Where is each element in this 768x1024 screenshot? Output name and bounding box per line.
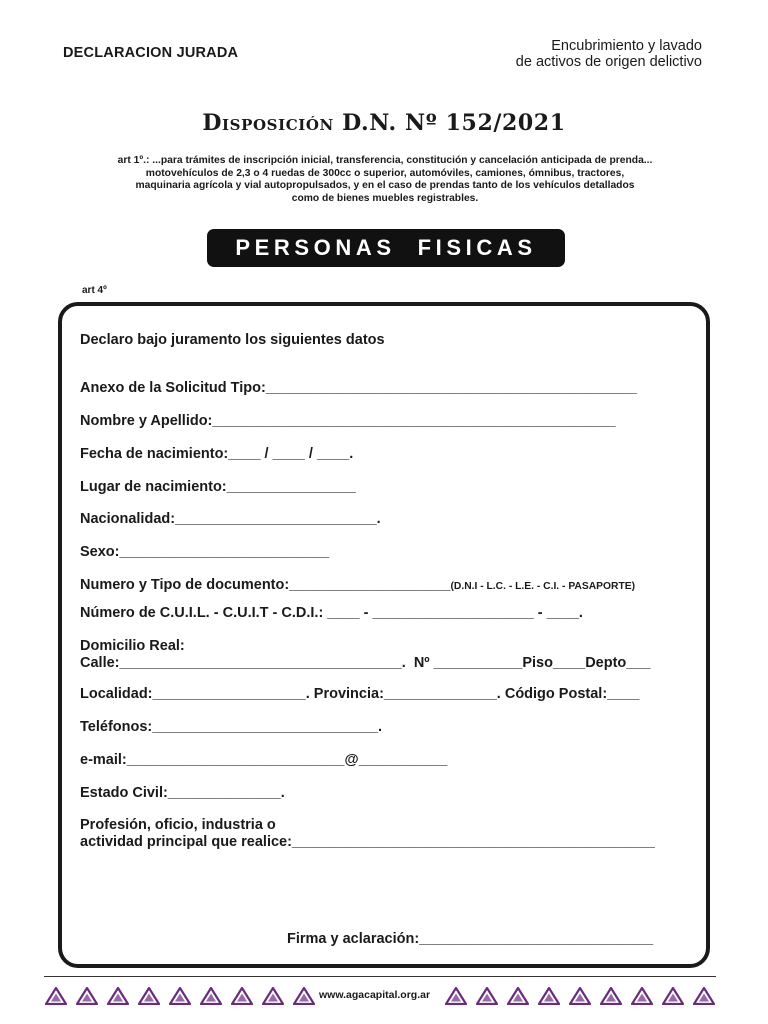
triangle-logo-icon	[662, 987, 684, 1005]
doc-subject-line2: de activos de origen delictivo	[515, 54, 702, 70]
triangle-logo-icon	[200, 987, 222, 1005]
doc-subject	[470, 38, 702, 70]
triangle-logo-icon	[476, 987, 498, 1005]
cuil-field[interactable]: Número de C.U.I.L. - C.U.I.T - C.D.I.: ____ - ____________________ - ____.	[80, 605, 583, 621]
triangle-logo-icon	[293, 987, 315, 1005]
article-line: art 1º.: ...para trámites de inscripción inicial, transferencia, constitución y cancelación anticipada de prenda...	[117, 155, 653, 166]
article-1-text	[80, 155, 690, 205]
section-banner	[207, 229, 565, 267]
triangle-logo-icon	[262, 987, 284, 1005]
profesion-label: Profesión, oficio, industria o	[80, 817, 276, 833]
banner-word: FISICAS	[417, 235, 537, 260]
documento-label: Numero y Tipo de documento:____________________	[80, 577, 451, 593]
triangle-logo-icon	[693, 987, 715, 1005]
calle-field[interactable]: Calle:___________________________________. Nº ___________Piso____Depto___	[80, 655, 651, 671]
triangle-logo-icon	[569, 987, 591, 1005]
article-4-label: art 4º	[82, 285, 107, 296]
triangle-logo-icon	[107, 987, 129, 1005]
doc-type-heading: DECLARACION JURADA	[63, 45, 239, 61]
estado-civil-field[interactable]: Estado Civil:______________.	[80, 785, 285, 801]
article-line: motovehículos de 2,3 o 4 ruedas de 300cc o superior, automóviles, camiones, ómnibus, tractores,	[145, 167, 625, 179]
localidad-field[interactable]: Localidad:___________________. Provincia:______________. Código Postal:____	[80, 686, 640, 702]
nacionalidad-field[interactable]: Nacionalidad:_________________________.	[80, 511, 381, 527]
firma-field[interactable]: Firma y aclaración:_____________________________	[287, 931, 654, 947]
triangle-logo-icon	[600, 987, 622, 1005]
sexo-field[interactable]: Sexo:__________________________	[80, 544, 330, 560]
footer-divider	[44, 976, 716, 977]
documento-note: (D.N.I - L.C. - L.E. - C.I. - PASAPORTE)	[450, 581, 636, 592]
footer-website[interactable]: www.agacapital.org.ar	[319, 989, 431, 1001]
triangle-logo-icon	[631, 987, 653, 1005]
profesion-field[interactable]: actividad principal que realice:_____________________________________________	[80, 834, 655, 850]
article-line: maquinaria agrícola y vial autopropulsados, y en el caso de prendas tanto de los vehículos detallados	[135, 180, 635, 192]
lugar-nacimiento-field[interactable]: Lugar de nacimiento:________________	[80, 479, 356, 495]
fecha-nacimiento-field[interactable]: Fecha de nacimiento:____ / ____ / ____.	[80, 446, 354, 462]
domicilio-label: Domicilio Real:	[80, 638, 185, 654]
form-box	[58, 302, 710, 968]
article-line: como de bienes muebles registrables.	[291, 192, 479, 204]
triangle-logo-icon	[538, 987, 560, 1005]
triangle-logo-icon	[45, 987, 67, 1005]
triangle-logo-icon	[445, 987, 467, 1005]
triangle-logo-icon	[169, 987, 191, 1005]
telefonos-field[interactable]: Teléfonos:____________________________.	[80, 719, 383, 735]
anexo-field[interactable]: Anexo de la Solicitud Tipo:______________________________________________	[80, 380, 637, 396]
documento-field[interactable]	[80, 577, 635, 595]
nombre-field[interactable]: Nombre y Apellido:__________________________________________________	[80, 413, 616, 429]
form-intro: Declaro bajo juramento los siguientes datos	[80, 332, 385, 348]
triangle-logo-icon	[76, 987, 98, 1005]
triangle-logo-icon	[507, 987, 529, 1005]
page-title: Disposición D.N. Nº 152/2021	[202, 110, 566, 136]
banner-word: PERSONAS	[235, 235, 396, 260]
doc-subject-line1: Encubrimiento y lavado	[551, 38, 702, 54]
email-field[interactable]: e-mail:___________________________@___________	[80, 752, 448, 768]
triangle-logo-icon	[138, 987, 160, 1005]
triangle-logo-icon	[231, 987, 253, 1005]
